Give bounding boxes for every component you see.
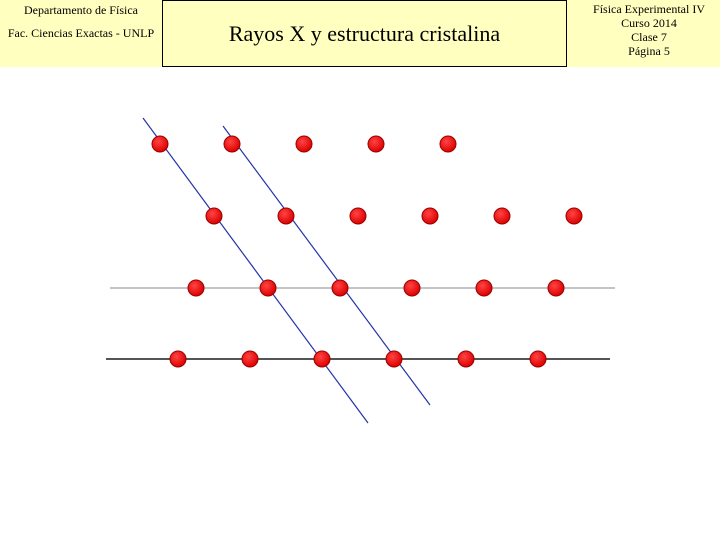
lattice-atom <box>566 208 582 224</box>
lattice-atom <box>278 208 294 224</box>
lattice-atom <box>530 351 546 367</box>
lattice-atom <box>476 280 492 296</box>
page-number: Página 5 <box>628 44 670 58</box>
department-name: Departamento de Física <box>24 3 138 17</box>
lattice-atom <box>422 208 438 224</box>
lattice-atom <box>188 280 204 296</box>
diagonal-plane-line <box>143 118 368 423</box>
faculty-name: Fac. Ciencias Exactas - UNLP <box>7 26 155 40</box>
class-number: Clase 7 <box>631 30 667 44</box>
lattice-atom <box>440 136 456 152</box>
lattice-atom <box>206 208 222 224</box>
lattice-atom <box>296 136 312 152</box>
course-year: Curso 2014 <box>621 16 677 30</box>
lattice-atom <box>404 280 420 296</box>
lattice-atom <box>458 351 474 367</box>
lattice-atom <box>332 280 348 296</box>
lattice-atom <box>314 351 330 367</box>
lattice-atom <box>368 136 384 152</box>
lattice-atom <box>350 208 366 224</box>
lattice-atom <box>494 208 510 224</box>
lattice-atom <box>242 351 258 367</box>
lattice-atom <box>224 136 240 152</box>
slide-title-text: Rayos X y estructura cristalina <box>228 20 501 46</box>
course-name: Física Experimental IV <box>593 2 705 16</box>
lattice-atom <box>170 351 186 367</box>
lattice-atom <box>152 136 168 152</box>
lattice-atom <box>548 280 564 296</box>
lattice-atom <box>260 280 276 296</box>
lattice-atom <box>386 351 402 367</box>
